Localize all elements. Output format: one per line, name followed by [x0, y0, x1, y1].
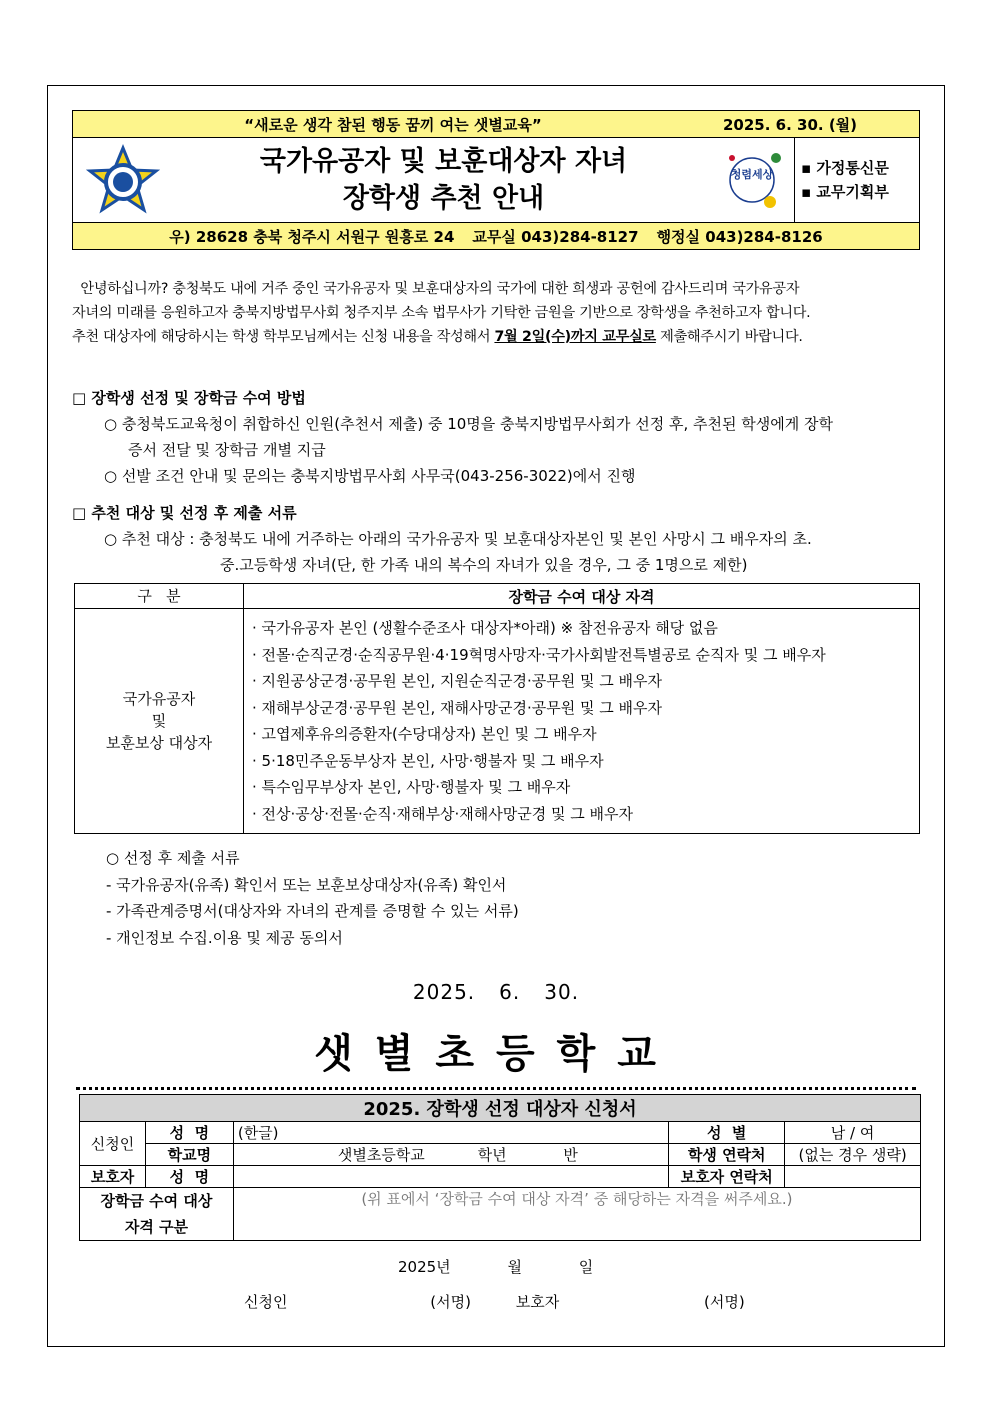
- category-newsletter: ▪ 가정통신문: [801, 159, 889, 177]
- school-field[interactable]: 샛별초등학교 학년 반: [233, 1144, 668, 1166]
- guardian-sign-label: 보호자: [515, 1293, 560, 1311]
- list-item: - 개인정보 수집.이용 및 제공 동의서: [106, 928, 343, 947]
- integrity-emblem-icon: [714, 138, 794, 222]
- qualification-list: [244, 609, 920, 834]
- student-contact-label: 학생 연락처: [669, 1144, 785, 1166]
- newsletter-header: [72, 110, 920, 250]
- qualification-table: [74, 583, 920, 834]
- table-row: [80, 1144, 921, 1166]
- table-row: [80, 1166, 921, 1188]
- school-logo-icon: [73, 138, 173, 222]
- sign-date: 2025년 월 일: [398, 1258, 594, 1276]
- list-item: · 재해부상군경·공무원 본인, 재해사망군경·공무원 및 그 배우자: [252, 698, 662, 717]
- gender-label: 성 별: [669, 1122, 785, 1144]
- school-label: 학교명: [145, 1144, 233, 1166]
- section-selection-method: [72, 385, 932, 489]
- office-phone: 교무실 043)284-8127: [472, 227, 639, 246]
- signature-line: [244, 1291, 745, 1312]
- table-header-row: [75, 584, 920, 609]
- table-row: [75, 609, 920, 834]
- intro-paragraph: [72, 277, 932, 349]
- name-label: 성 명: [145, 1122, 233, 1144]
- header-top-band: [73, 111, 919, 138]
- list-item: · 특수임무부상자 본인, 사망·행불자 및 그 배우자: [252, 778, 571, 796]
- list-item-cont: 증서 전달 및 장학금 개별 지급: [128, 441, 326, 459]
- cut-line: [76, 1087, 916, 1090]
- deadline: 7월 2일(수)까지 교무실로: [494, 329, 656, 345]
- student-contact-field[interactable]: (없는 경우 생략): [785, 1144, 921, 1166]
- name-field[interactable]: (한글): [233, 1122, 668, 1144]
- list-item: · 국가유공자 본인 (생활수준조사 대상자*아래) ※ 참전유공자 해당 없음: [252, 619, 718, 637]
- guardian-contact-label: 보호자 연락처: [669, 1166, 785, 1188]
- section-heading: □ 추천 대상 및 선정 후 제출 서류: [72, 504, 297, 522]
- list-item: · 5·18민주운동부상자 본인, 사망·행불자 및 그 배우자: [252, 751, 604, 770]
- intro-line-3: 추천 대상자에 해당하시는 학생 학부모님께서는 신청 내용을 작성해서 7월 2일(수)까지 교무실로 제출해주시기 바랍니다.: [72, 329, 803, 345]
- guardian-sign-field[interactable]: (서명): [704, 1293, 745, 1311]
- page-title: [173, 138, 714, 222]
- intro-line-1: 안녕하십니까? 충청북도 내에 거주 중인 국가유공자 및 보훈대상자의 국가에 대한 희생과 공헌에 감사드리며 국가유공자: [72, 281, 800, 297]
- section-heading: □ 장학생 선정 및 장학금 수여 방법: [72, 389, 306, 407]
- list-item: · 고엽제후유의증환자(수당대상자) 본인 및 그 배우자: [252, 725, 597, 743]
- intro-line-2: 자녀의 미래를 응원하고자 충북지방법무사회 청주지부 소속 법무사가 기탁한 금원을 기반으로 장학생을 추천하고자 합니다.: [72, 305, 811, 321]
- required-documents: [106, 845, 519, 951]
- list-item: - 국가유공자(유족) 확인서 또는 보훈보상대상자(유족) 확인서: [106, 875, 507, 894]
- emblem-text: 청렴세상: [730, 168, 774, 181]
- category-cell: 국가유공자 및 보훈보상 대상자: [75, 609, 244, 834]
- title-line-1: 국가유공자 및 보훈대상자 자녀: [259, 146, 628, 177]
- header-qualification: 장학금 수여 대상 자격: [244, 584, 920, 609]
- application-form: [79, 1094, 921, 1241]
- school-motto: “새로운 생각 참된 행동 꿈끼 여는 샛별교육”: [244, 115, 542, 134]
- applicant-sign-field[interactable]: (서명): [430, 1293, 471, 1311]
- title-line-2: 장학생 추천 안내: [342, 183, 545, 214]
- form-title-row: [80, 1095, 921, 1122]
- school-address: 우) 28628 충북 청주시 서원구 원흥로 24: [169, 227, 455, 246]
- list-item: · 전상·공상·전몰·순직·재해부상·재해사망군경 및 그 배우자: [252, 804, 633, 823]
- guardian-name-field[interactable]: [233, 1166, 668, 1188]
- applicant-label: 신청인: [80, 1122, 146, 1166]
- gender-field[interactable]: 남 / 여: [785, 1122, 921, 1144]
- table-row: [80, 1188, 921, 1241]
- newsletter-category: [794, 138, 919, 222]
- school-name: 샛별초등학교: [314, 1031, 678, 1077]
- list-item: ○ 충청북도교육청이 취합하신 인원(추천서 제출) 중 10명을 충북지방법무사회가 선정 후, 추천된 학생에게 장학: [104, 415, 833, 433]
- qualification-label: 장학금 수여 대상 자격 구분: [80, 1188, 234, 1241]
- admin-phone: 행정실 043)284-8126: [656, 227, 823, 246]
- table-row: [80, 1122, 921, 1144]
- list-item: - 가족관계증명서(대상자와 자녀의 관계를 증명할 수 있는 서류): [106, 902, 519, 920]
- section-target-documents: [72, 500, 932, 578]
- list-item: · 지원공상군경·공무원 본인, 지원순직군경·공무원 및 그 배우자: [252, 672, 662, 690]
- form-title: 2025. 장학생 선정 대상자 신청서: [80, 1095, 921, 1122]
- list-item: · 전몰·순직군경·순직공무원·4·19혁명사망자·국가사회발전특별공로 순직자 및 그 배우자: [252, 645, 826, 664]
- category-department: ▪ 교무기획부: [801, 183, 889, 201]
- list-item: ○ 선발 조건 안내 및 문의는 충북지방법무사회 사무국(043-256-3022)에서 진행: [104, 467, 636, 485]
- list-item-cont: 중.고등학생 자녀(단, 한 가족 내의 복수의 자녀가 있을 경우, 그 중 1명으로 제한): [220, 556, 748, 574]
- guardian-label: 보호자: [80, 1166, 146, 1188]
- documents-heading: ○ 선정 후 제출 서류: [106, 849, 240, 867]
- applicant-sign-label: 신청인: [244, 1293, 288, 1311]
- list-item: ○ 추천 대상 : 충청북도 내에 거주하는 아래의 국가유공자 및 보훈대상자본인 및 본인 사망시 그 배우자의 초.: [104, 530, 812, 548]
- guardian-contact-field[interactable]: [785, 1166, 921, 1188]
- issue-date: 2025. 6. 30. (월): [723, 115, 858, 134]
- header-category: 구 분: [75, 584, 244, 609]
- header-title-row: [73, 138, 919, 223]
- qualification-field[interactable]: (위 표에서 ‘장학금 수여 대상 자격’ 중 해당하는 자격을 써주세요.): [233, 1188, 920, 1241]
- header-contact-band: [73, 223, 919, 249]
- guardian-name-label: 성 명: [145, 1166, 233, 1188]
- notice-date: 2025. 6. 30.: [412, 980, 580, 1004]
